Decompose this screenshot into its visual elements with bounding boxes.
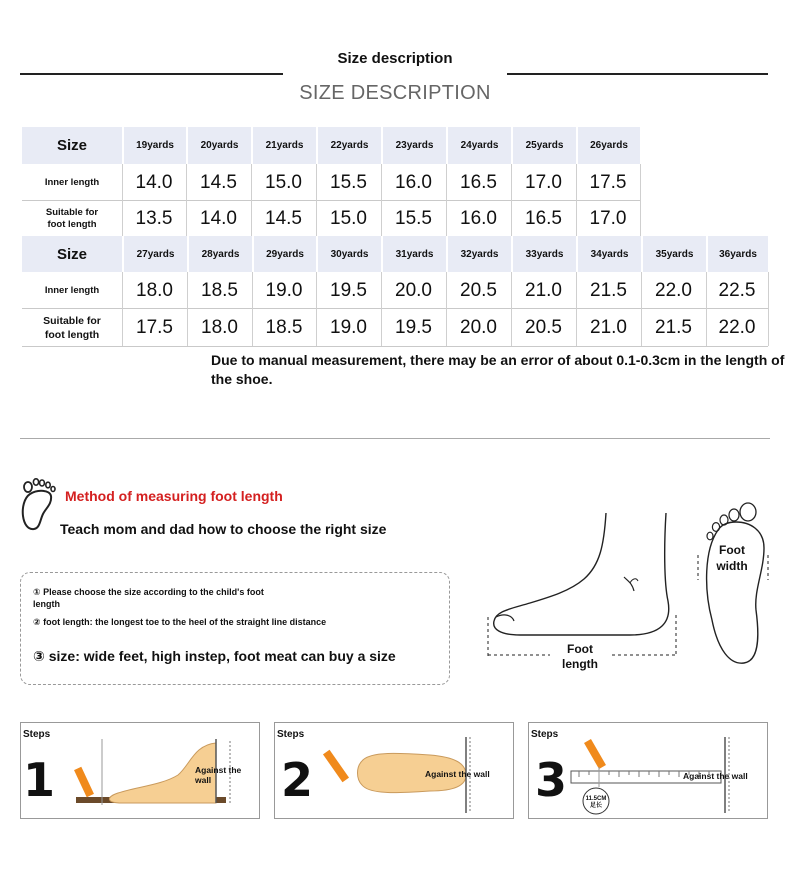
inner-length-label: Inner length xyxy=(44,285,100,296)
step-3-panel xyxy=(528,722,768,819)
against-wall-label: Against the wall xyxy=(195,765,242,785)
foot-length-caption-line2: length xyxy=(562,657,598,671)
header-rule-right xyxy=(507,73,768,75)
foot-length-cell: 22.0 xyxy=(718,317,756,338)
column-divider xyxy=(316,164,317,236)
column-divider xyxy=(251,164,252,236)
instruction-1: ① Please choose the size according to the child's foot length xyxy=(33,587,264,609)
yard-header-cell: 29yards xyxy=(252,236,316,272)
foot-length-label-line1: Suitable for xyxy=(45,207,99,218)
yard-header-cell: 35yards xyxy=(641,236,706,272)
column-divider xyxy=(640,164,641,236)
measurement-badge-caption: 足长 xyxy=(589,803,602,809)
inner-length-cell: 18.5 xyxy=(201,280,238,301)
foot-length-cell: 17.0 xyxy=(589,208,627,229)
foot-length-cell: 18.0 xyxy=(201,317,238,338)
column-divider xyxy=(187,272,188,346)
foot-length-cell: 18.5 xyxy=(265,317,303,338)
foot-length-cell: 17.5 xyxy=(136,317,173,338)
inner-length-cell: 16.0 xyxy=(395,172,432,193)
size-label: Size xyxy=(22,236,122,272)
column-divider xyxy=(641,272,642,346)
column-divider xyxy=(576,272,577,346)
yard-header-cell: 34yards xyxy=(576,236,641,272)
measurement-badge xyxy=(583,796,609,810)
inner-length-cell: 21.5 xyxy=(590,280,627,301)
measurement-badge-value: 11.5CM xyxy=(585,796,607,802)
inner-length-cell: 15.5 xyxy=(330,172,367,193)
foot-length-cell: 19.5 xyxy=(395,317,432,338)
column-divider xyxy=(252,272,253,346)
column-divider xyxy=(122,164,123,236)
inner-length-cell: 14.0 xyxy=(135,172,173,193)
foot-side-view-illustration xyxy=(480,505,680,665)
method-title: Method of measuring foot length xyxy=(65,488,283,504)
column-divider xyxy=(186,164,187,236)
foot-length-cell: 15.0 xyxy=(330,208,367,229)
method-subtitle: Teach mom and dad how to choose the right size xyxy=(60,521,387,537)
header-title: Size description xyxy=(337,50,453,67)
foot-length-cell: 19.0 xyxy=(330,317,367,338)
yard-header-cell: 28yards xyxy=(187,236,252,272)
step-number: 1 xyxy=(23,753,56,807)
inner-length-cell: 18.0 xyxy=(136,280,173,301)
foot-length-label xyxy=(22,202,122,236)
inner-length-cell: 19.0 xyxy=(265,280,303,301)
inner-length-cell: 15.0 xyxy=(265,172,302,193)
column-divider xyxy=(122,272,123,346)
inner-length-cell: 19.5 xyxy=(330,280,367,301)
yard-header-cell: 23yards xyxy=(381,127,446,164)
yard-header-cell: 26yards xyxy=(576,127,640,164)
inner-length-cell: 16.5 xyxy=(460,172,497,193)
header-rule-left xyxy=(20,73,283,75)
yard-header-cell: 22yards xyxy=(316,127,381,164)
inner-length-cell: 17.5 xyxy=(589,172,627,193)
step-label: Steps xyxy=(531,729,559,740)
yard-header-cell: 30yards xyxy=(316,236,381,272)
instruction-3: ③ size: wide feet, high instep, foot meat can buy a size xyxy=(33,648,396,664)
foot-top-view-illustration xyxy=(690,500,780,670)
against-wall-label: Against the wall xyxy=(683,771,748,781)
column-divider xyxy=(576,164,577,236)
inner-length-cell: 14.5 xyxy=(200,172,237,193)
step-label: Steps xyxy=(277,729,305,740)
column-divider xyxy=(381,272,382,346)
inner-length-cell: 20.5 xyxy=(460,280,497,301)
size-label: Size xyxy=(22,127,122,164)
foot-length-cell: 13.5 xyxy=(135,208,173,229)
foot-width-caption-line2: width xyxy=(716,559,748,573)
inner-length-cell: 20.0 xyxy=(395,280,432,301)
foot-length-caption-line1: Foot xyxy=(567,642,593,656)
row-divider xyxy=(22,346,768,347)
yard-header-cell: 19yards xyxy=(122,127,186,164)
against-wall-label: Against the wall xyxy=(425,769,490,779)
column-divider xyxy=(706,272,707,346)
foot-length-caption xyxy=(555,642,605,672)
yard-header-cell: 31yards xyxy=(381,236,446,272)
inner-length-cell: 17.0 xyxy=(525,172,562,193)
inner-length-cell: 22.0 xyxy=(655,280,692,301)
foot-length-cell: 16.5 xyxy=(525,208,562,229)
instruction-2: ② foot length: the longest toe to the heel of the straight line distance xyxy=(33,617,327,627)
foot-length-cell: 21.0 xyxy=(590,317,627,338)
column-divider xyxy=(446,272,447,346)
step-number: 2 xyxy=(281,753,314,807)
foot-length-cell: 14.5 xyxy=(265,208,302,229)
column-divider xyxy=(768,272,769,346)
foot-length-cell: 20.0 xyxy=(460,317,497,338)
foot-length-label-line2: foot length xyxy=(44,329,100,341)
foot-length-cell: 21.5 xyxy=(655,317,692,338)
inner-length-cell: 21.0 xyxy=(525,280,562,301)
yard-header-cell: 33yards xyxy=(511,236,576,272)
footprint-icon xyxy=(18,474,60,532)
foot-length-label-line2: foot length xyxy=(47,219,97,230)
foot-length-cell: 15.5 xyxy=(395,208,432,229)
row-divider xyxy=(22,200,640,201)
row-divider xyxy=(22,308,768,309)
yard-header-cell: 20yards xyxy=(186,127,251,164)
inner-length-cell: 22.5 xyxy=(718,280,756,301)
foot-width-caption xyxy=(707,542,757,574)
yard-header-cell: 24yards xyxy=(446,127,511,164)
measurement-note: Due to manual measurement, there may be an error of about 0.1-0.3cm in the length of the shoe. xyxy=(211,352,785,387)
step-label: Steps xyxy=(23,729,51,740)
foot-length-cell: 16.0 xyxy=(460,208,497,229)
foot-length-cell: 20.5 xyxy=(525,317,562,338)
column-divider xyxy=(511,272,512,346)
yard-header-cell: 27yards xyxy=(122,236,187,272)
foot-length-label-line1: Suitable for xyxy=(43,315,101,327)
section-divider xyxy=(20,438,770,439)
yard-header-cell: 32yards xyxy=(446,236,511,272)
foot-length-label xyxy=(22,310,122,346)
step-2-panel xyxy=(274,722,514,819)
header-subtitle: SIZE DESCRIPTION xyxy=(299,82,491,104)
foot-width-caption-line1: Foot xyxy=(719,543,745,557)
yard-header-cell: 36yards xyxy=(706,236,768,272)
column-divider xyxy=(316,272,317,346)
inner-length-label: Inner length xyxy=(44,177,100,188)
column-divider xyxy=(446,164,447,236)
step-1-panel xyxy=(20,722,260,819)
yard-header-cell: 25yards xyxy=(511,127,576,164)
column-divider xyxy=(381,164,382,236)
foot-length-cell: 14.0 xyxy=(200,208,237,229)
step-number: 3 xyxy=(535,753,568,807)
yard-header-cell: 21yards xyxy=(251,127,316,164)
column-divider xyxy=(511,164,512,236)
